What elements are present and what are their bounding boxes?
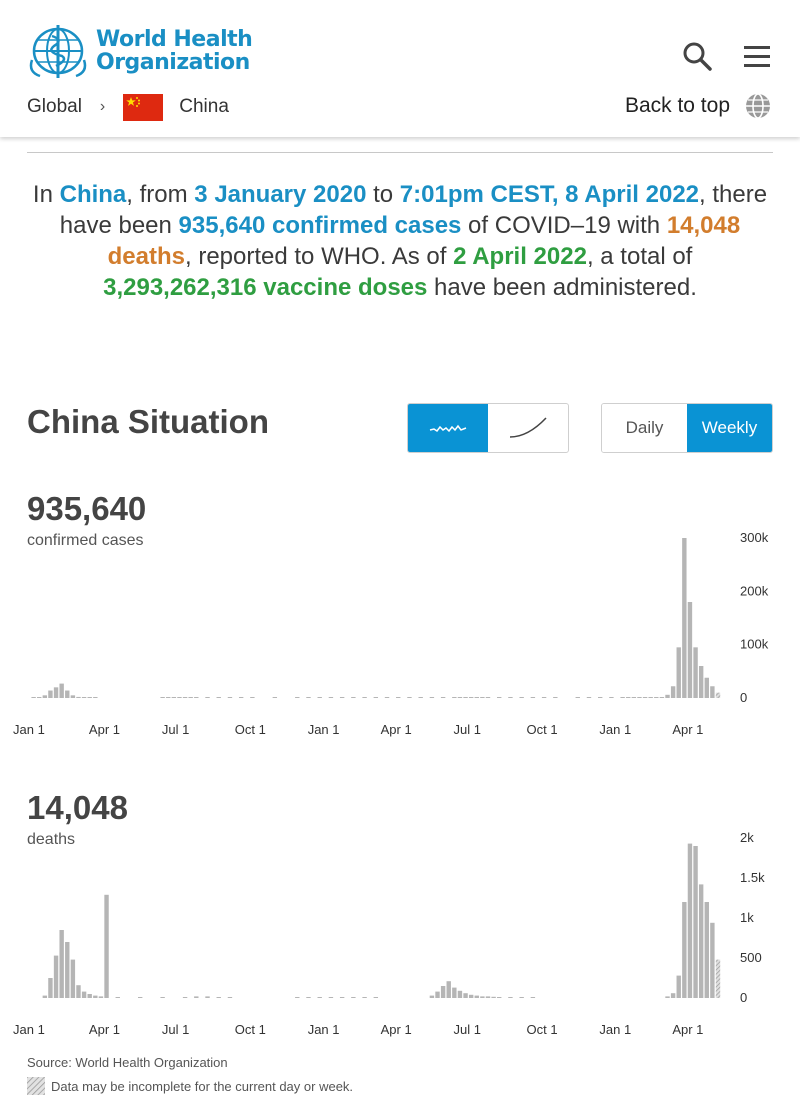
chart-bar [648, 697, 652, 698]
chart-bar [430, 996, 434, 998]
chart-bar [385, 697, 389, 698]
logo-line-1: World Health [96, 27, 253, 52]
chart-bar [710, 686, 714, 698]
chart-bar [486, 697, 490, 698]
summary-start-date: 3 January 2020 [194, 181, 367, 208]
chart-bar [626, 697, 630, 698]
chart-bar [458, 697, 462, 698]
chart-bar [643, 697, 647, 698]
chart-bar [688, 844, 692, 998]
chart-bar [88, 697, 92, 698]
chart-bar [430, 697, 434, 698]
chart-bar [351, 997, 355, 998]
chart-bar [486, 996, 490, 998]
x-tick-label: Apr 1 [380, 1022, 412, 1037]
chart-bar [699, 884, 703, 998]
chart-bar [542, 697, 546, 698]
chart-bar [160, 997, 164, 998]
chart-bar [59, 930, 63, 998]
curve-line-icon [508, 415, 548, 441]
x-tick-label: Jan 1 [599, 1022, 632, 1037]
incomplete-bar [716, 960, 720, 998]
y-tick-label: 0 [740, 990, 748, 1005]
who-wordmark [96, 28, 252, 74]
chart-bar [654, 697, 658, 698]
chart-bar [295, 997, 299, 998]
chart-bar [497, 997, 501, 998]
chart-bar [177, 697, 181, 698]
chart-bar [598, 697, 602, 698]
chart-bar [351, 697, 355, 698]
chart-bar [104, 895, 108, 998]
x-tick-label: Oct 1 [234, 1022, 266, 1037]
y-tick-label: 100k [740, 636, 769, 652]
chart-bar [475, 996, 479, 998]
cases-chart [0, 520, 800, 745]
chart-bar [463, 697, 467, 698]
chart-bar [531, 697, 535, 698]
globe-icon [744, 92, 772, 120]
chart-bar [688, 602, 692, 698]
chart-bar [116, 997, 120, 998]
chart-bar [620, 697, 624, 698]
chart-bar [160, 697, 164, 698]
cases-label: confirmed cases [27, 532, 144, 549]
chart-bar [665, 996, 669, 998]
breadcrumb-china: China [179, 96, 229, 117]
chart-bar [172, 697, 176, 698]
chart-bar [637, 697, 641, 698]
daily-button[interactable]: Daily [602, 404, 687, 452]
chart-bar [447, 981, 451, 998]
summary-text: In [32, 181, 60, 208]
chart-bar [677, 976, 681, 998]
search-icon[interactable] [681, 40, 713, 72]
chart-bar [671, 993, 675, 998]
chart-bar [374, 697, 378, 698]
chart-bar [306, 997, 310, 998]
chart-bar [43, 996, 47, 998]
who-emblem-icon [26, 22, 90, 80]
incomplete-data-note-text: Data may be incomplete for the current day or week. [51, 1078, 354, 1094]
chart-bar [166, 697, 170, 698]
y-tick-label: 1k [740, 910, 754, 925]
chart-bar [43, 695, 47, 698]
chart-bar [396, 697, 400, 698]
summary-paragraph [30, 179, 770, 303]
y-tick-label: 0 [740, 690, 748, 705]
chart-bar [228, 697, 232, 698]
situation-title: China Situation [27, 403, 269, 440]
x-tick-label: Apr 1 [88, 1022, 121, 1037]
chart-bar [65, 942, 69, 998]
breadcrumb-global[interactable]: Global [27, 96, 82, 117]
chart-bar [665, 695, 669, 698]
x-tick-label: Jan 1 [307, 1022, 340, 1037]
chart-bar [441, 697, 445, 698]
chart-bar [463, 993, 467, 998]
breadcrumb [27, 92, 229, 122]
chart-bar [452, 988, 456, 998]
chart-bar [183, 697, 187, 698]
chart-bar [205, 697, 209, 698]
incomplete-data-note [27, 1077, 353, 1095]
x-tick-label: Jan 1 [599, 722, 632, 737]
chart-bar [475, 697, 479, 698]
chart-bar [469, 697, 473, 698]
chart-bar [76, 985, 80, 998]
summary-text: have been administered. [427, 274, 697, 301]
section-divider [27, 152, 773, 153]
x-tick-label: Oct 1 [526, 1022, 558, 1037]
y-tick-label: 500 [740, 950, 762, 965]
chart-bar [362, 997, 366, 998]
chart-bar [531, 997, 535, 998]
chart-bar [71, 960, 75, 998]
chart-bar [82, 992, 86, 998]
chart-bar [710, 923, 714, 998]
chart-bar [54, 956, 58, 998]
site-header [0, 0, 800, 137]
chart-bar [705, 902, 709, 998]
hatched-legend-icon [27, 1077, 45, 1095]
deaths-total: 14,048 [27, 789, 128, 826]
chart-bar [250, 697, 254, 698]
chart-bar [576, 697, 580, 698]
weekly-button[interactable]: Weekly [687, 404, 772, 452]
chart-bar [93, 697, 97, 698]
y-tick-label: 300k [740, 530, 769, 545]
chart-bar [194, 697, 198, 698]
chart-type-toggle [407, 403, 569, 453]
chart-bar [587, 697, 591, 698]
china-flag-icon [123, 94, 163, 121]
chart-bar [693, 846, 697, 998]
chart-bar [677, 647, 681, 698]
chart-bar [682, 538, 686, 698]
x-tick-label: Jan 1 [13, 1022, 45, 1037]
chart-bar [228, 997, 232, 998]
y-tick-label: 1.5k [740, 870, 765, 885]
chart-bar [418, 697, 422, 698]
summary-text: to [366, 181, 400, 208]
chart-bar [682, 902, 686, 998]
x-tick-label: Apr 1 [672, 722, 704, 737]
chart-bar [295, 697, 299, 698]
back-to-top-label: Back to top [624, 94, 730, 117]
chart-bar [374, 997, 378, 998]
summary-vaccines: 3,293,262,316 vaccine doses [103, 274, 428, 301]
chart-bar [217, 697, 221, 698]
summary-text: , there have been [59, 181, 768, 239]
chart-bar [407, 697, 411, 698]
cases-total: 935,640 [27, 490, 147, 527]
chart-bar [435, 992, 439, 998]
chart-bar [71, 695, 75, 698]
chart-bar [37, 697, 41, 698]
chart-bar [519, 997, 523, 998]
chart-bar [65, 691, 69, 698]
chart-bar [194, 996, 198, 998]
chart-bar [76, 697, 80, 698]
chevron-right-icon: › [99, 98, 106, 115]
x-tick-label: Jul 1 [453, 1022, 482, 1037]
chart-bar [519, 697, 523, 698]
chart-bar [82, 697, 86, 698]
chart-bar [48, 691, 52, 698]
chart-bar [54, 687, 58, 698]
chart-bar [705, 678, 709, 698]
incomplete-bar [716, 693, 720, 698]
x-tick-label: Jul 1 [453, 722, 482, 737]
chart-bar [138, 997, 142, 998]
x-tick-label: Jul 1 [161, 1022, 190, 1037]
chart-bar [318, 997, 322, 998]
source-text: Source: World Health Organization [27, 1055, 228, 1070]
cumulative-chart-button[interactable] [488, 404, 568, 452]
x-tick-label: Oct 1 [526, 722, 558, 737]
chart-bar [362, 697, 366, 698]
summary-cases: 935,640 confirmed cases [178, 212, 462, 239]
chart-bar [480, 996, 484, 998]
chart-bar [99, 996, 103, 998]
chart-bar [699, 666, 703, 698]
chart-bar [693, 647, 697, 698]
x-tick-label: Jan 1 [307, 722, 340, 737]
chart-bar [59, 684, 63, 698]
chart-bar [188, 697, 192, 698]
logo-line-2: Organization [96, 50, 250, 75]
hamburger-menu-icon[interactable] [741, 40, 773, 72]
chart-bar [88, 994, 92, 998]
chart-bar [609, 697, 613, 698]
chart-bar [340, 697, 344, 698]
period-toggle [601, 403, 773, 453]
chart-bar [273, 697, 277, 698]
chart-bar [329, 697, 333, 698]
chart-bar [469, 995, 473, 998]
chart-bar [671, 686, 675, 698]
chart-bar [660, 697, 664, 698]
summary-text: , a total of [586, 243, 693, 270]
chart-bar [31, 697, 35, 698]
summary-vaccine-date: 2 April 2022 [453, 243, 587, 270]
chart-bar [553, 697, 557, 698]
y-tick-label: 200k [740, 583, 769, 599]
x-tick-label: Jul 1 [161, 722, 190, 737]
x-tick-label: Apr 1 [672, 1022, 704, 1037]
summary-text: , from [126, 181, 195, 208]
summary-end-date: 7:01pm CEST, 8 April 2022 [399, 181, 700, 208]
chart-bar [508, 997, 512, 998]
chart-bar [340, 997, 344, 998]
who-logo[interactable] [26, 22, 252, 80]
chart-bar [508, 697, 512, 698]
chart-bar [318, 697, 322, 698]
chart-bar [93, 996, 97, 998]
chart-bar [441, 986, 445, 998]
wave-line-icon [428, 421, 468, 435]
chart-bar [491, 997, 495, 998]
x-tick-label: Apr 1 [380, 722, 412, 737]
summary-deaths: 14,048 deaths [107, 212, 741, 270]
chart-bar [632, 697, 636, 698]
deaths-chart [0, 820, 800, 1045]
chart-bar [306, 697, 310, 698]
chart-bar [239, 697, 243, 698]
x-tick-label: Oct 1 [234, 722, 266, 737]
chart-bar [329, 997, 333, 998]
new-cases-chart-button[interactable] [408, 404, 488, 452]
summary-text: of COVID–19 with [461, 212, 667, 239]
chart-bar [480, 697, 484, 698]
chart-bar [183, 997, 187, 998]
x-tick-label: Apr 1 [88, 722, 121, 737]
chart-bar [452, 697, 456, 698]
summary-country: China [59, 181, 127, 208]
deaths-label: deaths [27, 831, 76, 848]
chart-bar [458, 991, 462, 998]
chart-bar [217, 997, 221, 998]
chart-bar [205, 996, 209, 998]
back-to-top-link[interactable] [625, 92, 772, 120]
x-tick-label: Jan 1 [13, 722, 45, 737]
chart-bar [48, 978, 52, 998]
y-tick-label: 2k [740, 830, 754, 845]
summary-text: , reported to WHO. As of [184, 243, 454, 270]
chart-bar [497, 697, 501, 698]
